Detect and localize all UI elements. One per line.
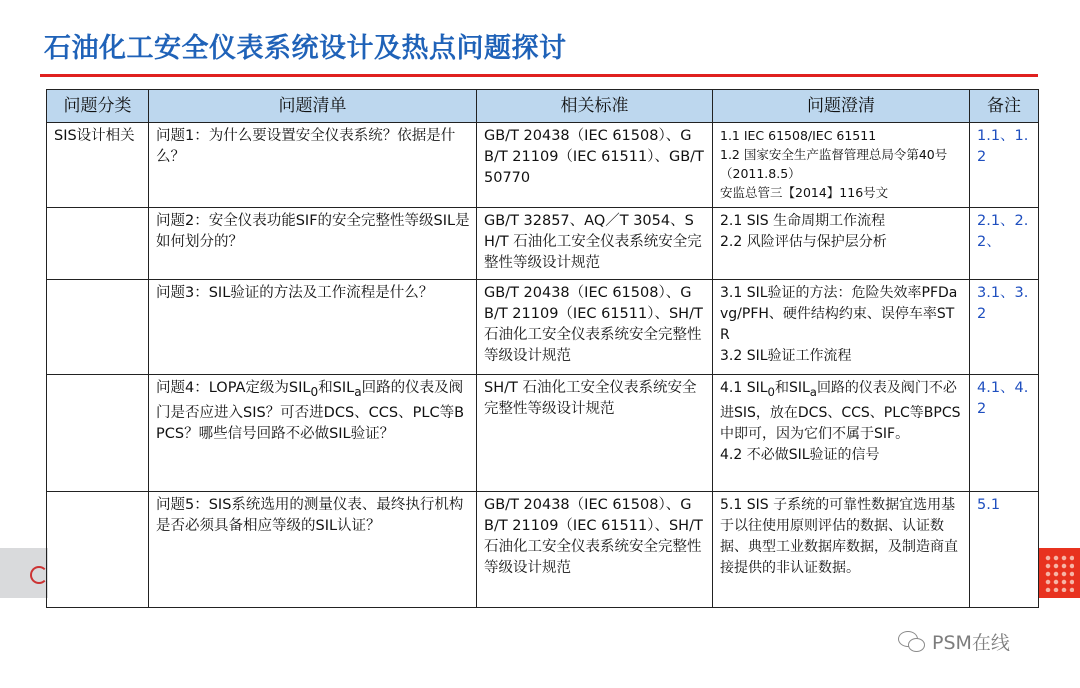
watermark-text: PSM在线: [932, 632, 1010, 654]
col-header-note: 备注: [970, 90, 1039, 123]
category-cell: [47, 375, 149, 492]
note-cell: 3.1、3.2: [970, 280, 1039, 375]
question-cell: 问题1：为什么要设置安全仪表系统？依据是什么？: [149, 123, 477, 208]
note-cell: 2.1、2.2、: [970, 208, 1039, 280]
note-cell: 5.1: [970, 492, 1039, 608]
question-table: [46, 89, 1039, 608]
question-text: 问题4：LOPA定级为SIL: [156, 380, 311, 396]
category-cell: [47, 492, 149, 608]
question-cell: 问题3：SIL验证的方法及工作流程是什么？: [149, 280, 477, 375]
clarify-line: 1.1 IEC 61508/IEC 61511: [720, 128, 877, 143]
category-cell: [47, 208, 149, 280]
clarify-cell: 2.1 SIS 生命周期工作流程 2.2 风险评估与保护层分析: [713, 208, 970, 280]
clarify-line: 安监总管三【2014】116号文: [720, 185, 889, 200]
clarify-text: 4.2 不必做SIL验证的信号: [720, 446, 880, 463]
question-cell: [149, 375, 477, 492]
subscript: 0: [767, 384, 775, 399]
standards-cell: GB/T 20438（IEC 61508）、GB/T 21109（IEC 61511）、GB/T 50770: [477, 123, 713, 208]
col-header-question: 问题清单: [149, 90, 477, 123]
question-text: 和SIL: [318, 380, 355, 396]
left-decoration: [0, 548, 48, 598]
table-row: [47, 208, 1039, 280]
category-cell: SIS设计相关: [47, 123, 149, 208]
question-text: 回路的仪表及阀门是否应进入SIS？可否进DCS、CCS、PLC等BPCS？哪些信号回路不必做SIL验证？: [156, 380, 465, 442]
question-cell: 问题2：安全仪表功能SIF的安全完整性等级SIL是如何划分的？: [149, 208, 477, 280]
clarify-line: 1.2 国家安全生产监督管理总局令第40号 （2011.8.5）: [720, 147, 948, 181]
clarify-cell: [713, 123, 970, 208]
clarify-cell: 5.1 SIS 子系统的可靠性数据宜选用基于以往使用原则评估的数据、认证数据、典型工业数据库数据，及制造商直接提供的非认证数据。: [713, 492, 970, 608]
col-header-clarify: 问题澄清: [713, 90, 970, 123]
clarify-cell: [713, 375, 970, 492]
clarify-text: 和SIL: [774, 380, 810, 396]
table-row: [47, 375, 1039, 492]
question-cell: 问题5：SIS系统选用的测量仪表、最终执行机构是否必须具备相应等级的SIL认证？: [149, 492, 477, 608]
category-cell: [47, 280, 149, 375]
table-row: [47, 492, 1039, 608]
standards-cell: GB/T 20438（IEC 61508）、GB/T 21109（IEC 61511）、SH/T 石油化工安全仪表系统安全完整性等级设计规范: [477, 280, 713, 375]
standards-cell: GB/T 20438（IEC 61508）、GB/T 21109（IEC 61511）、SH/T 石油化工安全仪表系统安全完整性等级设计规范: [477, 492, 713, 608]
table-row: [47, 280, 1039, 375]
page-title: 石油化工安全仪表系统设计及热点问题探讨: [44, 33, 567, 64]
dot-pattern: [1044, 554, 1074, 592]
table-row: [47, 123, 1039, 208]
subscript: a: [354, 384, 362, 399]
standards-cell: GB/T 32857、AQ／T 3054、SH/T 石油化工安全仪表系统安全完整性等级设计规范: [477, 208, 713, 280]
wechat-icon: [898, 631, 926, 653]
subscript: a: [809, 384, 817, 399]
note-cell: 1.1、1.2: [970, 123, 1039, 208]
col-header-standards: 相关标准: [477, 90, 713, 123]
clarify-text: 回路的仪表及阀门不必进SIS，放在DCS、CCS、PLC等BPCS中即可，因为它们不属于SIF。: [720, 380, 961, 442]
subscript: 0: [310, 384, 319, 399]
table-header-row: [47, 90, 1039, 123]
standards-cell: SH/T 石油化工安全仪表系统安全完整性等级设计规范: [477, 375, 713, 492]
right-decoration: [1038, 548, 1080, 598]
note-cell: 4.1、4.2: [970, 375, 1039, 492]
watermark: [898, 628, 1010, 655]
clarify-cell: 3.1 SIL验证的方法：危险失效率PFDavg/PFH、硬件结构约束、误停车率STR 3.2 SIL验证工作流程: [713, 280, 970, 375]
clarify-text: 4.1 SIL: [720, 380, 768, 396]
title-divider: [40, 74, 1038, 77]
col-header-category: 问题分类: [47, 90, 149, 123]
